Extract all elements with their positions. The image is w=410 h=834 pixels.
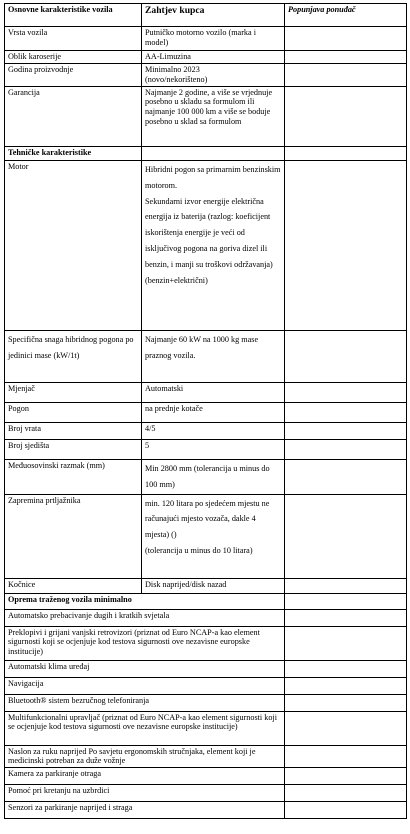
row-value: AA-Limuzina	[142, 51, 285, 64]
table-row	[5, 802, 407, 819]
equipment-item: Pomoć pri kretanju na uzbrdici	[5, 785, 285, 802]
bidder-cell[interactable]	[285, 422, 407, 439]
row-label: Broj vrata	[5, 422, 142, 439]
bidder-cell[interactable]	[285, 382, 407, 402]
equipment-item: Naslon za ruku naprijed Po savjetu ergonomskih stručnjaka, element koji je medicinski potreban za duže vožnje	[5, 745, 285, 768]
bidder-cell[interactable]	[285, 27, 407, 51]
bidder-cell[interactable]	[285, 439, 407, 459]
table-row	[5, 63, 407, 86]
table-row	[5, 711, 407, 745]
bidder-cell[interactable]	[285, 459, 407, 494]
section-title-technical: Tehničke karakteristike	[5, 146, 142, 160]
header-basic-characteristics: Osnovne karakteristike vozila	[5, 4, 142, 27]
table-row	[5, 745, 407, 768]
table-row	[5, 330, 407, 382]
table-row	[5, 677, 407, 694]
row-label: Vrsta vozila	[5, 27, 142, 51]
row-label: Broj sjedišta	[5, 439, 142, 459]
table-row	[5, 785, 407, 802]
table-row	[5, 439, 407, 459]
table-row	[5, 382, 407, 402]
bidder-cell[interactable]	[285, 494, 407, 578]
bidder-cell[interactable]	[285, 578, 407, 593]
bidder-cell[interactable]	[285, 802, 407, 819]
bidder-cell[interactable]	[285, 745, 407, 768]
header-bidder-fills: Popunjava ponuđač	[285, 4, 407, 27]
row-label: Godina proizvodnje	[5, 63, 142, 86]
table-row	[5, 494, 407, 578]
row-label: Oblik karoserije	[5, 51, 142, 64]
section-title-equipment: Oprema traženog vozila minimalno	[5, 593, 285, 609]
row-value: na prednje kotače	[142, 402, 285, 422]
row-value: Najmanje 60 kW na 1000 kg mase praznog vozila.	[142, 330, 285, 382]
row-value: Hibridni pogon sa primarnim benzinskim motorom. Sekundarni izvor energije električna energija iz baterija (razlog: koeficijent iskorištenja energije je veći od isključivog pogona na goriva dizel ili benzin, i manji su troškovi održavanja) (benzin+električni)	[142, 160, 285, 330]
bidder-cell[interactable]	[285, 694, 407, 711]
row-label: Motor	[5, 160, 142, 330]
equipment-item: Navigacija	[5, 677, 285, 694]
table-row	[5, 626, 407, 660]
equipment-item: Senzori za parkiranje naprijed i straga	[5, 802, 285, 819]
table-header-row	[5, 4, 407, 27]
equipment-item: Kamera za parkiranje otraga	[5, 768, 285, 785]
table-row	[5, 51, 407, 64]
bidder-cell[interactable]	[285, 402, 407, 422]
bidder-cell[interactable]	[285, 785, 407, 802]
equipment-item: Automatski klima uređaj	[5, 660, 285, 677]
row-value: Minimalno 2023 (novo/nekorišteno)	[142, 63, 285, 86]
table-row	[5, 27, 407, 51]
row-value: Automatski	[142, 382, 285, 402]
equipment-item: Preklopivi i grijani vanjski retrovizori (priznat od Euro NCAP-a kao element sigurnosti koji se ocjenjuje kod testova sigurnosti ove nezavisne europske institucije)	[5, 626, 285, 660]
row-label: Zapremina prtljažnika	[5, 494, 142, 578]
table-row	[5, 422, 407, 439]
bidder-cell[interactable]	[285, 626, 407, 660]
row-label: Međuosovinski razmak (mm)	[5, 459, 142, 494]
empty-cell	[142, 146, 285, 160]
bidder-cell[interactable]	[285, 51, 407, 64]
section-row-technical	[5, 146, 407, 160]
bidder-cell[interactable]	[285, 768, 407, 785]
bidder-cell[interactable]	[285, 160, 407, 330]
table-row	[5, 609, 407, 626]
row-label: Kočnice	[5, 578, 142, 593]
section-row-equipment	[5, 593, 407, 609]
equipment-item: Automatsko prebacivanje dugih i kratkih svjetala	[5, 609, 285, 626]
table-row	[5, 694, 407, 711]
requirements-document	[4, 3, 407, 819]
header-customer-requirement: Zahtjev kupca	[142, 4, 285, 27]
row-label: Garancija	[5, 86, 142, 146]
table-row	[5, 660, 407, 677]
row-label: Mjenjač	[5, 382, 142, 402]
row-value: 5	[142, 439, 285, 459]
equipment-item: Bluetooth® sistem bezručnog telefoniranja	[5, 694, 285, 711]
bidder-cell[interactable]	[285, 609, 407, 626]
bidder-cell[interactable]	[285, 593, 407, 609]
bidder-cell[interactable]	[285, 330, 407, 382]
table-row	[5, 86, 407, 146]
row-label: Specifična snaga hibridnog pogona po jedinici mase (kW/1t)	[5, 330, 142, 382]
row-label: Pogon	[5, 402, 142, 422]
table-row	[5, 768, 407, 785]
row-value: 4/5	[142, 422, 285, 439]
table-row	[5, 459, 407, 494]
bidder-cell[interactable]	[285, 146, 407, 160]
table-row	[5, 578, 407, 593]
bidder-cell[interactable]	[285, 711, 407, 745]
table-row	[5, 402, 407, 422]
bidder-cell[interactable]	[285, 677, 407, 694]
bidder-cell[interactable]	[285, 660, 407, 677]
row-value: Min 2800 mm (tolerancija u minus do 100 mm)	[142, 459, 285, 494]
row-value: Disk naprijed/disk nazad	[142, 578, 285, 593]
bidder-cell[interactable]	[285, 86, 407, 146]
bidder-cell[interactable]	[285, 63, 407, 86]
row-value: min. 120 litara po sjedećem mjestu ne računajući mjesto vozača, dakle 4 mjesta) () (tolerancija u minus do 10 litara)	[142, 494, 285, 578]
vehicle-spec-table	[4, 3, 407, 819]
table-row	[5, 160, 407, 330]
row-value: Najmanje 2 godine, a više se vrjednuje posebno u skladu sa formulom ili najmanje 100 000 km a više se boduje posebno u sklad sa formulom	[142, 86, 285, 146]
equipment-item: Multifunkcionalni upravljač (priznat od Euro NCAP-a kao element sigurnosti koji se ocjenjuje kod testova sigurnosti ove nezavisne europske institucije)	[5, 711, 285, 745]
row-value: Putničko motorno vozilo (marka i model)	[142, 27, 285, 51]
